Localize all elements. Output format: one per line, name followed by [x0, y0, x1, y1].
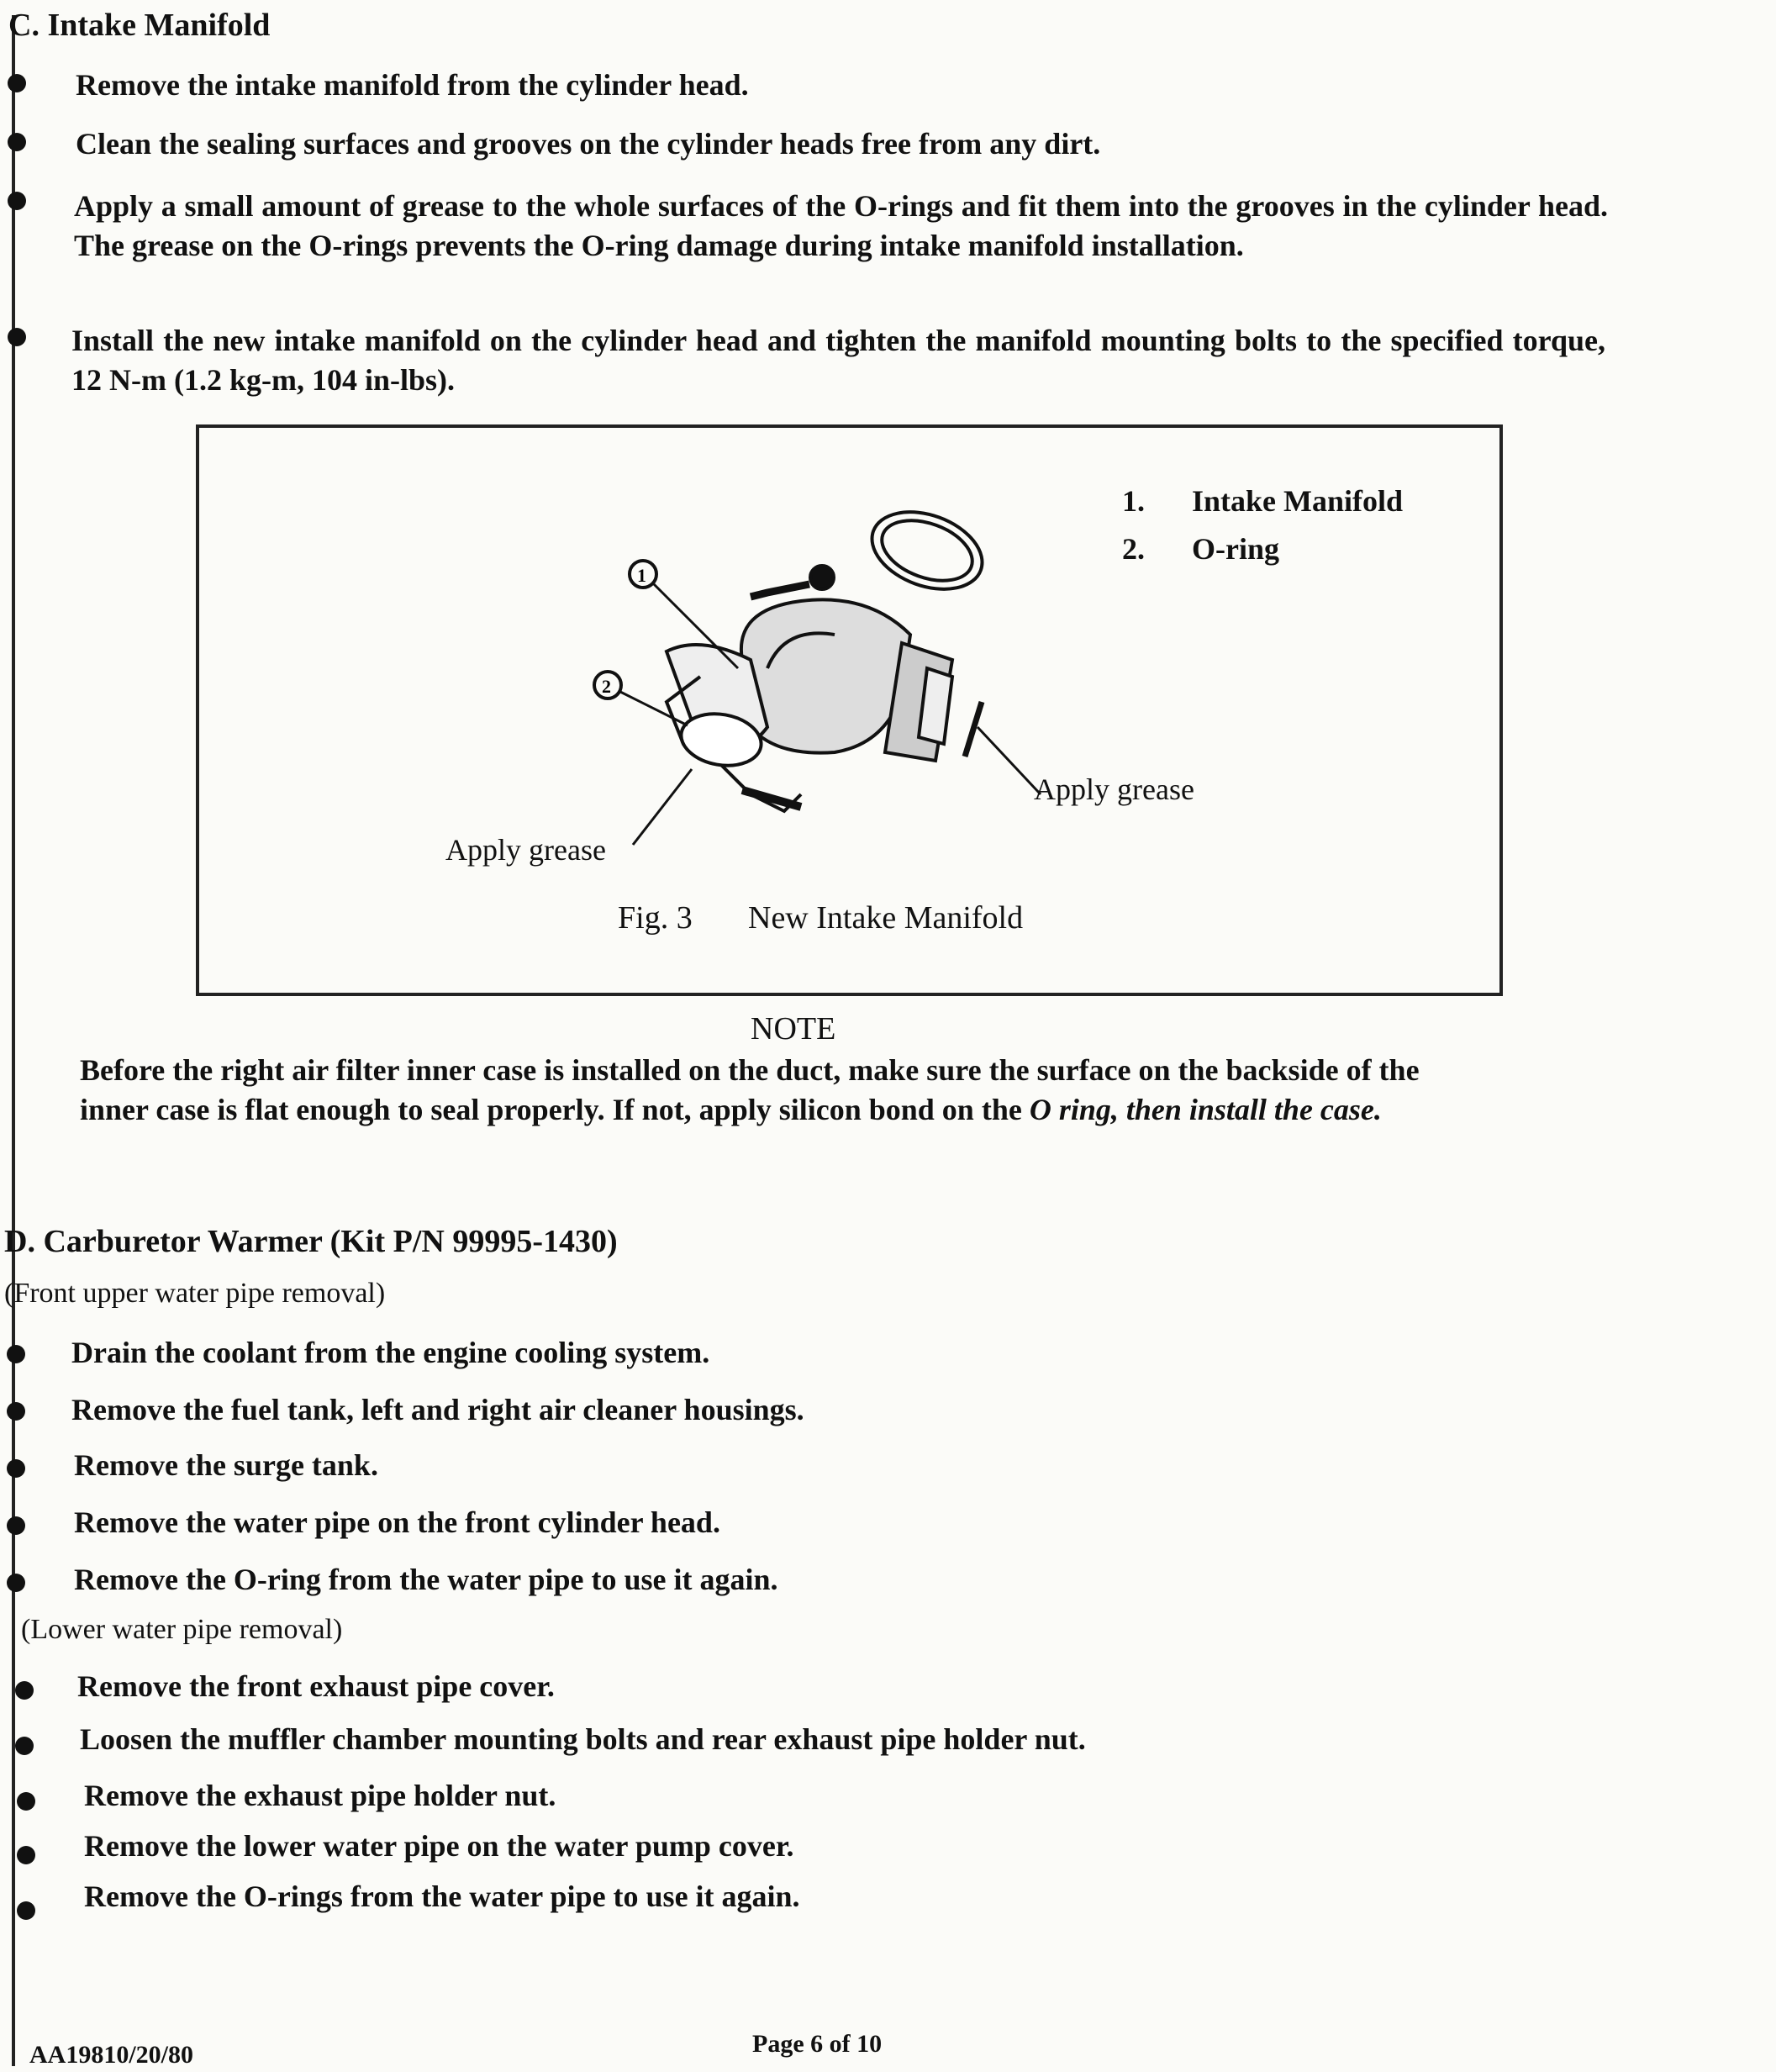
bullet-icon	[17, 1846, 35, 1864]
note-text	[80, 1051, 1484, 1130]
section-c-heading: C. Intake Manifold	[8, 8, 271, 43]
bullet-icon	[15, 1737, 34, 1755]
figure-caption-title: New Intake Manifold	[748, 900, 1024, 936]
bullet-icon	[7, 1402, 25, 1421]
step-d4: Remove the water pipe on the front cylinder head.	[74, 1505, 720, 1539]
bullet-icon	[8, 192, 26, 210]
legend-num-2: 2.	[1122, 532, 1145, 566]
step-c3: Apply a small amount of grease to the whole surfaces of the O-rings and fit them into the grooves in the cylinder head. The grease on the O-rings prevents the O-ring damage during intake manifold installation.	[74, 189, 1608, 262]
figure-caption-number: Fig. 3	[618, 900, 693, 936]
bullet-icon	[17, 1792, 35, 1811]
bullet-icon	[7, 1345, 25, 1363]
step-c4: Install the new intake manifold on the cylinder head and tighten the manifold mounting bolts to the specified torque, 12 N-m (1.2 kg-m, 104 in-lbs).	[71, 324, 1605, 397]
part-label-1: 1	[637, 565, 646, 586]
subhead-lower-pipe: (Lower water pipe removal)	[21, 1614, 343, 1645]
margin-rule	[12, 15, 15, 2066]
bullet-icon	[8, 133, 26, 151]
bullet-icon	[8, 328, 26, 346]
bullet-icon	[7, 1574, 25, 1592]
oring-top	[862, 498, 993, 603]
legend-label-1: Intake Manifold	[1192, 484, 1404, 518]
subhead-upper-pipe: (Front upper water pipe removal)	[4, 1278, 386, 1309]
part-label-2: 2	[602, 676, 611, 697]
bolt-top	[751, 584, 809, 597]
bullet-icon	[15, 1681, 34, 1700]
step-d10: Remove the O-rings from the water pipe to use it again.	[84, 1880, 800, 1913]
step-d9: Remove the lower water pipe on the water pump cover.	[84, 1829, 794, 1863]
bullet-icon	[8, 74, 26, 92]
footer-page-number: Page 6 of 10	[752, 2030, 883, 2058]
step-d1: Drain the coolant from the engine cooling system.	[71, 1336, 710, 1369]
step-d7: Loosen the muffler chamber mounting bolts and rear exhaust pipe holder nut.	[80, 1722, 1086, 1756]
note-title: NOTE	[751, 1011, 836, 1047]
note-body: Before the right air filter inner case is installed on the duct, make sure the surface on the backside of the inner case is flat enough to seal properly. If not, apply silicon bond on the	[80, 1053, 1420, 1126]
callout-apply-grease-right: Apply grease	[1034, 772, 1194, 806]
callout-apply-grease-left: Apply grease	[445, 833, 606, 867]
step-d2: Remove the fuel tank, left and right air cleaner housings.	[71, 1393, 804, 1426]
step-d8: Remove the exhaust pipe holder nut.	[84, 1779, 556, 1812]
step-d6: Remove the front exhaust pipe cover.	[77, 1669, 555, 1703]
step-c2: Clean the sealing surfaces and grooves on the cylinder heads free from any dirt.	[76, 127, 1101, 161]
step-d3: Remove the surge tank.	[74, 1448, 378, 1482]
bullet-icon	[17, 1901, 35, 1920]
section-d-heading: D. Carburetor Warmer (Kit P/N 99995-1430)	[4, 1224, 618, 1259]
legend-num-1: 1.	[1122, 484, 1145, 518]
bullet-icon	[7, 1459, 25, 1478]
legend-label-2: O-ring	[1192, 532, 1279, 566]
step-d5: Remove the O-ring from the water pipe to use it again.	[74, 1563, 778, 1596]
note-body-italic: O ring, then install the case.	[1029, 1093, 1382, 1126]
footer-doc-id: AA19810/20/80	[29, 2041, 193, 2069]
step-c1: Remove the intake manifold from the cylinder head.	[76, 68, 749, 102]
bullet-icon	[7, 1516, 25, 1535]
